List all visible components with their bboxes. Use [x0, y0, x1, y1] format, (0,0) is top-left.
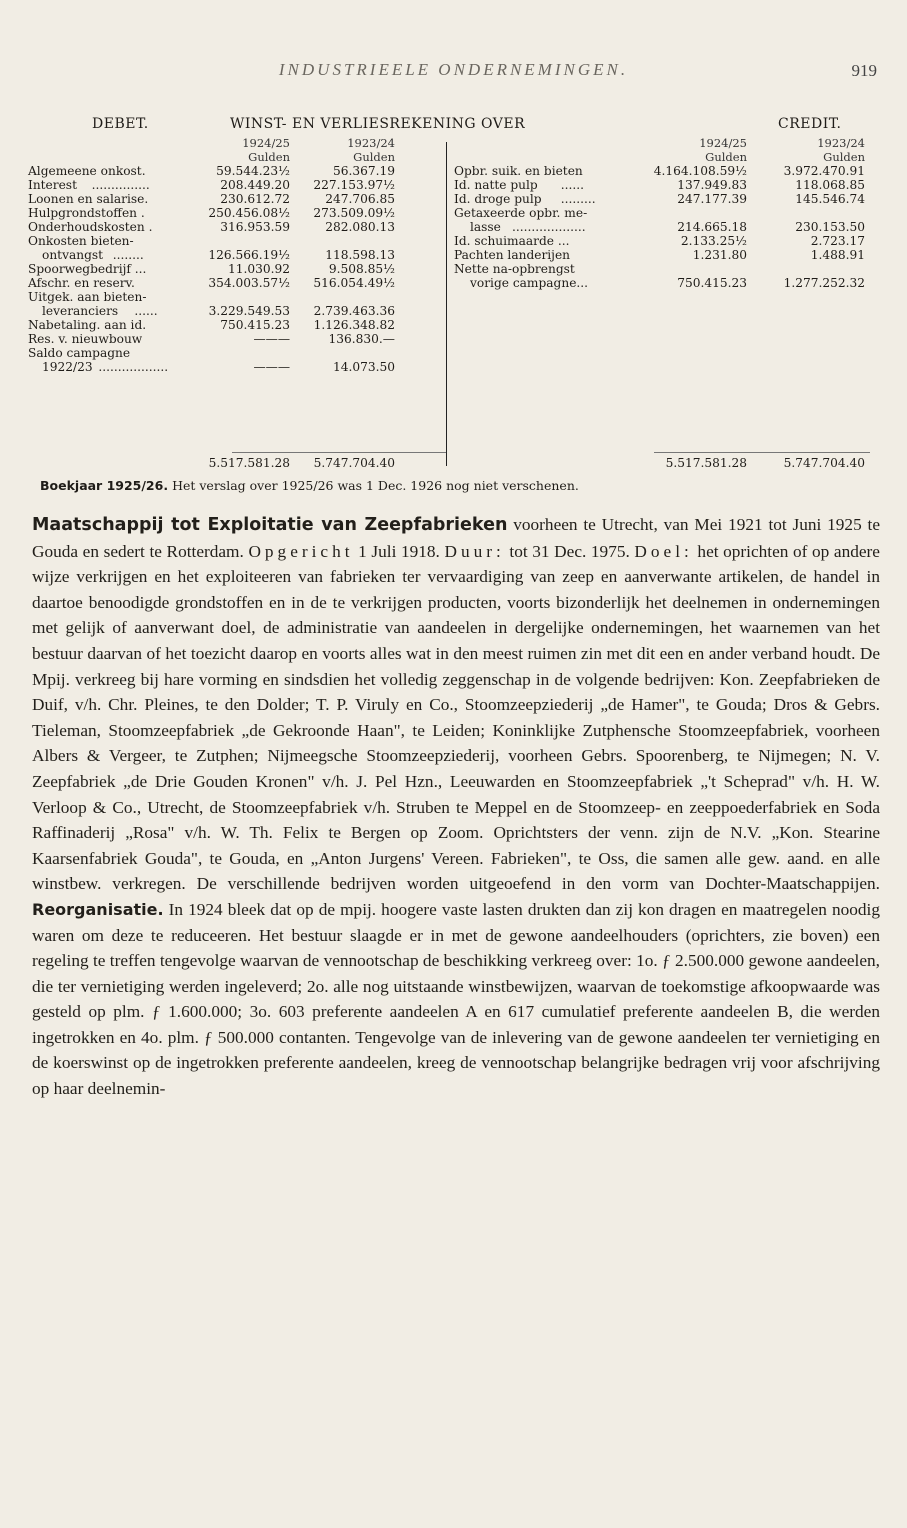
- debit-row: [0, 304, 907, 318]
- debit-row-label: Loonen en salarise.: [28, 192, 149, 206]
- debit-row-value-1924-25: 316.953.59: [220, 220, 290, 234]
- credit-row: [0, 220, 907, 234]
- debit-row-label: Onkosten bieten-: [28, 234, 134, 248]
- credit-row-value-1923-24: 118.068.85: [795, 178, 865, 192]
- credit-total-rule: [654, 452, 870, 453]
- credit-row-value-1923-24: 145.546.74: [795, 192, 865, 206]
- fiscal-year-note: [40, 478, 880, 493]
- debit-row-value-1923-24: 273.509.09½: [313, 206, 395, 220]
- debit-row: [0, 346, 907, 360]
- duration-text: tot 31 Dec. 1975.: [509, 541, 630, 561]
- debit-row-leader-dots: ......: [134, 304, 158, 318]
- credit-row-value-1924-25: 2.133.25½: [680, 234, 747, 248]
- credit-row-value-1923-24: 3.972.470.91: [783, 164, 865, 178]
- credit-row: [0, 248, 907, 262]
- credit-row-value-1923-24: 1.277.252.32: [783, 276, 865, 290]
- credit-row-label: Getaxeerde opbr. me-: [454, 206, 588, 220]
- credit-row-value-1923-24: 1.488.91: [810, 248, 865, 262]
- column-year-row: [0, 136, 907, 150]
- debit-row-value-1924-25: ———: [253, 332, 290, 346]
- debit-row-value-1923-24: 227.153.97½: [313, 178, 395, 192]
- credit-year1-header: 1924/25: [699, 136, 747, 150]
- purpose-text: het oprichten of op andere wijze verkrijgen en het exploiteeren van fabrieken ter vervaardiging van zeep en aanverwante artikelen, de handel in daartoe benoodigde grondstoffen en in de te verkrijgen producten, voorts bizonderlijk het deelnemen in ondernemingen met gelijk of aanverwant doel, de administratie van aandeelen in dergelijke ondernemingen, het waarnemen van het bestuur daarvan of het toezicht daarop en voorts alles wat in den meest ruimen zin met dit een en ander verband houdt. De Mpij. verkreeg bij hare vorming en sindsdien het volledig zeggenschap in de volgende bedrijven: Kon. Zeepfabrieken de Duif, v/h. Chr. Pleines, te den Dolder; T. P. Viruly en Co., Stoomzeepziederij „de Hamer", te Gouda; Dros & Gebrs. Tieleman, Stoomzeepfabriek „de Gekroonde Haan", te Leiden; Koninklijke Zutphensche Stoomzeepfabriek, voorheen Albers & Vergeer, te Zutphen; Nijmeegsche Stoomzeepziederij, voorheen Gebrs. Spoorenberg, te Nijmegen; N. V. Zeepfabriek „de Drie Gouden Kronen" v/h. J. Pel Hzn., Leeuwarden en Stoomzeepfabriek „'t Scheprad" v/h. H. W. Verloop & Co., Utrecht, de Stoomzeepfabriek v/h. Struben te Meppel en de Stoomzeep- en zeeppoederfabriek en Soda Raffinaderij „Rosa" v/h. W. Th. Felix te Bergen op Zoom. Oprichtsters der venn. zijn de N.V. „Kon. Stearine Kaarsenfabriek Gouda", te Gouda, en „Anton Jurgens' Vereen. Fabrieken", te Oss, die samen alle gew. aand. en alle winstbew. verkregen. De verschillende bedrijven worden uitgeoefend in den vorm van Dochter-Maatschappijen.: [32, 541, 880, 894]
- debit-label: DEBET.: [92, 116, 149, 132]
- credit-row-leader-dots: .........: [560, 192, 596, 206]
- debit-row-value-1923-24: 9.508.85½: [328, 262, 395, 276]
- company-name: Maatschappij tot Exploitatie van Zeepfabrieken: [32, 515, 508, 535]
- debit-row-label: Afschr. en reserv.: [28, 276, 135, 290]
- founded-label: Opgericht: [248, 541, 354, 561]
- total-credit-v2: 5.747.704.40: [783, 456, 865, 470]
- credit-row: [0, 206, 907, 220]
- credit-row-leader-dots: ...................: [512, 220, 586, 234]
- debit-row-leader-dots: ..................: [98, 360, 169, 374]
- credit-row-label: lasse: [470, 220, 501, 234]
- duration-label: Duur:: [444, 541, 505, 561]
- debit-row-value-1924-25: 750.415.23: [220, 318, 290, 332]
- debit-row-value-1924-25: ———: [253, 360, 290, 374]
- purpose-label: Doel:: [634, 541, 693, 561]
- debit-row-value-1923-24: 1.126.348.82: [313, 318, 395, 332]
- debit-row: [0, 290, 907, 304]
- debit-unit1-header: Gulden: [248, 150, 290, 164]
- credit-row-leader-dots: ......: [560, 178, 585, 192]
- debit-row-value-1923-24: 282.080.13: [325, 220, 395, 234]
- debit-row: [0, 332, 907, 346]
- company-article: [32, 512, 880, 1102]
- credit-row-value-1923-24: 230.153.50: [795, 220, 865, 234]
- debit-year2-header: 1923/24: [347, 136, 395, 150]
- reorganisation-text: In 1924 bleek dat op de mpij. hoogere vaste lasten drukten dan zij kon dragen en maatregelen noodig waren om deze te reduceeren. Het bestuur slaagde er in met de gewone aandeelhouders (oprichters, zie boven) een regeling te treffen tengevolge waarvan de vennootschap de beschikking verkreeg over: 1o. ƒ 2.500.000 gewone aandeelen, die ter vernietiging werden ingeleverd; 2o. alle nog uitstaande winstbewijzen, waarvan de toekomstige afkoopwaarde was gesteld op plm. ƒ 1.600.000; 3o. 603 preferente aandeelen A en 617 cumulatief preferente aandeelen B, die werden ingetrokken en 4o. plm. ƒ 500.000 contanten. Tengevolge van de inlevering van de gewone aandeelen ter vernietiging en de koerswinst op de ingetrokken preferente aandeelen, kreeg de vennootschap belangrijke bedragen vrij voor afschrijving op haar deelnemin-: [32, 899, 880, 1099]
- credit-row-label: Id. droge pulp: [454, 192, 542, 206]
- credit-row-label: Id. schuimaarde ...: [454, 234, 570, 248]
- credit-row-label: Opbr. suik. en bieten: [454, 164, 583, 178]
- credit-row-value-1924-25: 137.949.83: [677, 178, 747, 192]
- credit-row: [0, 178, 907, 192]
- debit-row: [0, 318, 907, 332]
- debit-row-value-1923-24: 136.830.—: [328, 332, 395, 346]
- credit-year2-header: 1923/24: [817, 136, 865, 150]
- debit-row-label: 1922/23: [42, 360, 93, 374]
- debit-row-value-1924-25: 11.030.92: [227, 262, 290, 276]
- credit-row-value-1924-25: 750.415.23: [677, 276, 747, 290]
- debit-row-label: Nabetaling. aan id.: [28, 318, 147, 332]
- fiscal-year-text: Het verslag over 1925/26 was 1 Dec. 1926 nog niet verschenen.: [172, 478, 579, 493]
- debit-row-value-1924-25: 3.229.549.53: [208, 304, 290, 318]
- running-title: INDUSTRIEELE ONDERNEMINGEN.: [278, 60, 629, 79]
- credit-row-value-1924-25: 1.231.80: [692, 248, 747, 262]
- founded-date: 1 Juli 1918.: [358, 541, 440, 561]
- credit-row: [0, 276, 907, 290]
- running-head: [0, 60, 907, 84]
- debit-row-value-1923-24: 247.706.85: [325, 192, 395, 206]
- total-debit-v2: 5.747.704.40: [313, 456, 395, 470]
- debit-row-value-1924-25: 126.566.19½: [208, 248, 290, 262]
- column-unit-row: [0, 150, 907, 164]
- debit-row-label: Onderhoudskosten .: [28, 220, 153, 234]
- debit-row-value-1923-24: 14.073.50: [332, 360, 395, 374]
- account-title: WINST- EN VERLIESREKENING OVER: [230, 116, 526, 132]
- credit-row-value-1924-25: 4.164.108.59½: [653, 164, 747, 178]
- totals-row: [0, 456, 907, 470]
- credit-row: [0, 234, 907, 248]
- debit-row-value-1923-24: 56.367.19: [332, 164, 395, 178]
- credit-row-label: Pachten landerijen: [454, 248, 571, 262]
- debit-row-value-1923-24: 516.054.49½: [313, 276, 395, 290]
- debit-total-rule: [232, 452, 446, 453]
- credit-row: [0, 164, 907, 178]
- credit-row-label: vorige campagne...: [470, 276, 589, 290]
- total-debit-v1: 5.517.581.28: [208, 456, 290, 470]
- debit-row-label: leveranciers: [42, 304, 119, 318]
- credit-label: CREDIT.: [778, 116, 842, 132]
- debit-row-value-1924-25: 354.003.57½: [208, 276, 290, 290]
- debit-year1-header: 1924/25: [242, 136, 290, 150]
- debit-row-leader-dots: ........: [112, 248, 144, 262]
- debit-row: [0, 360, 907, 374]
- debit-row-value-1923-24: 2.739.463.36: [313, 304, 395, 318]
- debit-row-label: Res. v. nieuwbouw: [28, 332, 143, 346]
- account-divider: [446, 142, 447, 466]
- debit-row-label: Saldo campagne: [28, 346, 131, 360]
- credit-row-label: Nette na-opbrengst: [454, 262, 575, 276]
- credit-unit2-header: Gulden: [823, 150, 865, 164]
- debit-row-value-1923-24: 118.598.13: [325, 248, 395, 262]
- credit-row: [0, 262, 907, 276]
- debit-row-label: Interest: [28, 178, 77, 192]
- debit-row-label: Algemeene onkost.: [28, 164, 146, 178]
- page-number: 919: [851, 61, 877, 80]
- company-intro: voorheen te Utrecht, van Mei 1921 tot Juni 1925 te Gouda en sedert te Rotterdam.: [32, 515, 880, 561]
- credit-row-value-1924-25: 247.177.39: [677, 192, 747, 206]
- credit-row-value-1923-24: 2.723.17: [810, 234, 865, 248]
- credit-row: [0, 192, 907, 206]
- debit-row-label: ontvangst: [42, 248, 104, 262]
- debit-row-value-1924-25: 250.456.08½: [208, 206, 290, 220]
- debit-row-label: Hulpgrondstoffen .: [28, 206, 145, 220]
- fiscal-year-label: Boekjaar 1925/26.: [40, 478, 169, 493]
- debit-row-value-1924-25: 208.449.20: [220, 178, 290, 192]
- credit-row-label: Id. natte pulp: [454, 178, 538, 192]
- debit-row-leader-dots: ...............: [91, 178, 150, 192]
- debit-unit2-header: Gulden: [353, 150, 395, 164]
- debit-row-label: Uitgek. aan bieten-: [28, 290, 147, 304]
- debit-row-value-1924-25: 59.544.23½: [216, 164, 290, 178]
- credit-row-value-1924-25: 214.665.18: [677, 220, 747, 234]
- debit-row-value-1924-25: 230.612.72: [220, 192, 290, 206]
- reorganisation-heading: Reorganisatie.: [32, 899, 164, 919]
- credit-unit1-header: Gulden: [705, 150, 747, 164]
- debit-row-label: Spoorwegbedrijf ...: [28, 262, 147, 276]
- total-credit-v1: 5.517.581.28: [665, 456, 747, 470]
